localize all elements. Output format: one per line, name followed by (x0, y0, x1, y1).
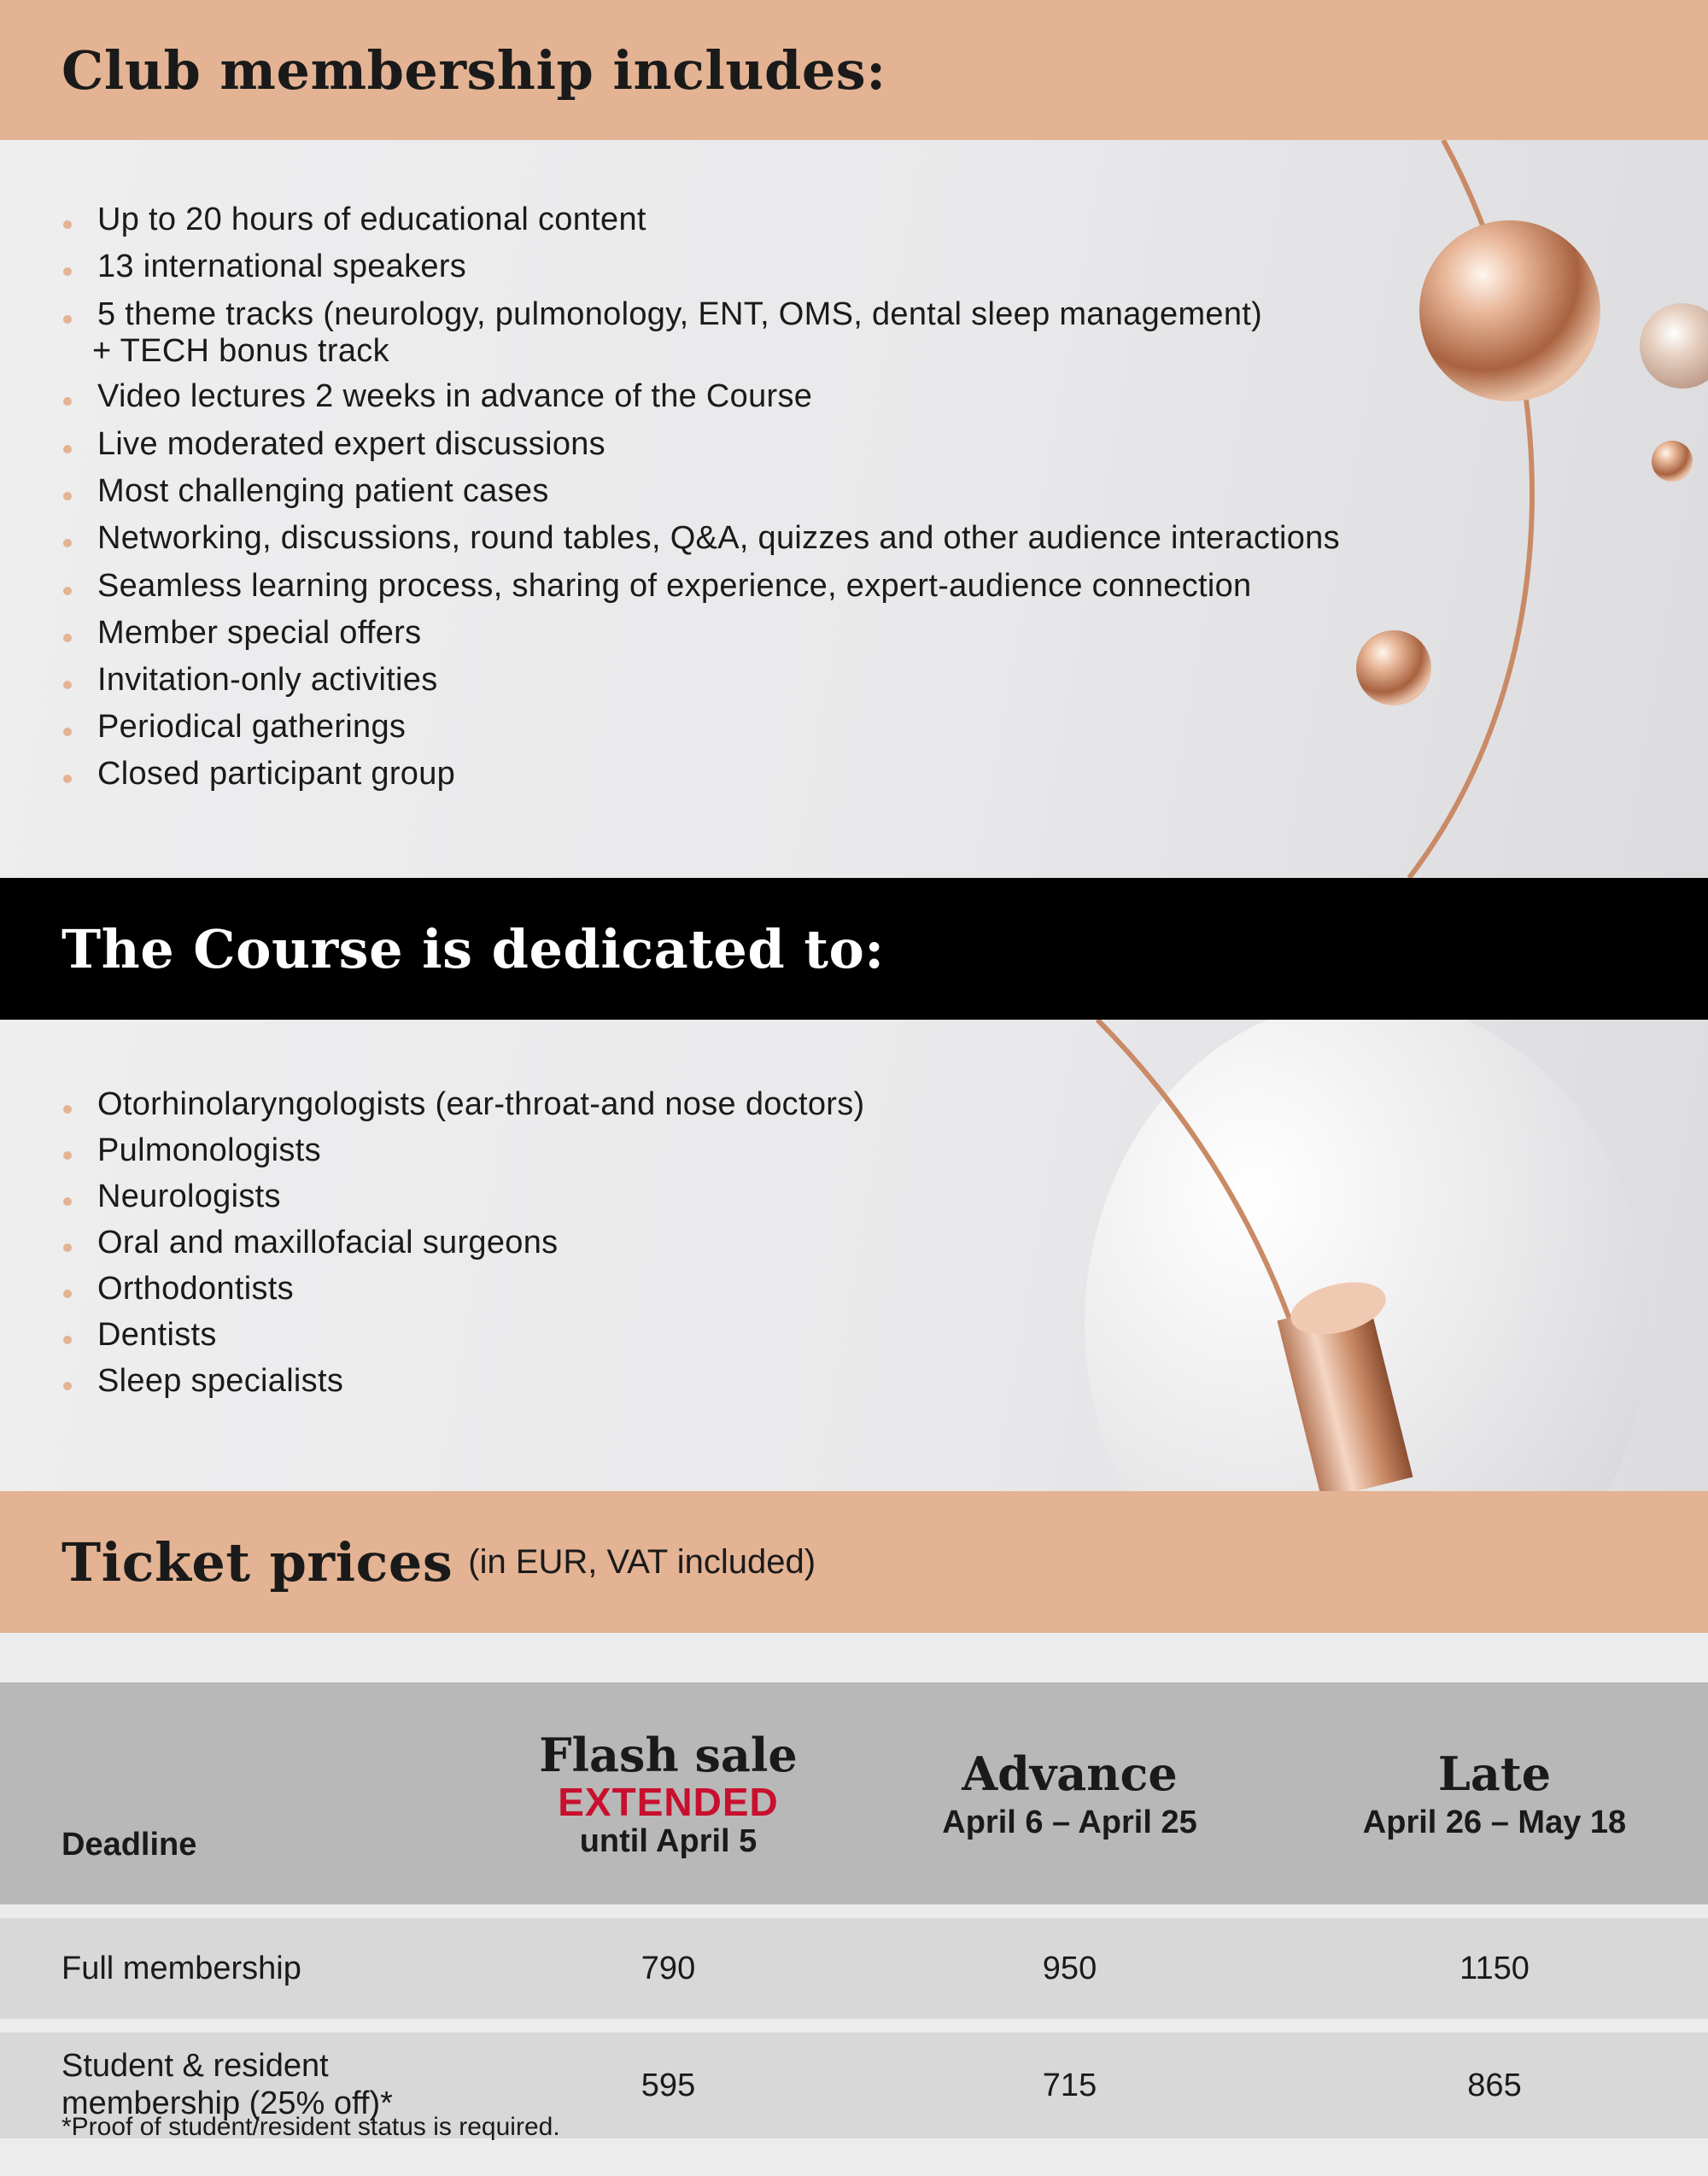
extended-badge: EXTENDED (558, 1779, 779, 1824)
tier-dates: April 26 – May 18 (1362, 1804, 1627, 1840)
tier-name: Flash sale (539, 1727, 798, 1782)
tier-name: Advance (962, 1746, 1178, 1801)
footnote: *Proof of student/resident status is required. (61, 2113, 560, 2141)
tier-name: Late (1437, 1746, 1552, 1801)
list-item: Dentists (61, 1317, 865, 1363)
course-title: The Course is dedicated to: (61, 917, 885, 980)
tier-dates: April 6 – April 25 (942, 1804, 1197, 1840)
rose-gold-cylinder (1278, 1298, 1413, 1491)
list-item: Otorhinolaryngologists (ear-throat-and nose doctors) (61, 1086, 865, 1132)
price-cell: 865 (1281, 2033, 1708, 2138)
list-item: Networking, discussions, round tables, Q&A, quizzes and other audience interactions (61, 520, 1340, 568)
club-panel (0, 140, 1708, 878)
list-item: 5 theme tracks (neurology, pulmonology, ENT, OMS, dental sleep management) + TECH bonus track (61, 296, 1340, 378)
tier-advance (858, 1682, 1281, 1904)
list-item: Sleep specialists (61, 1363, 865, 1409)
club-header (0, 0, 1708, 140)
price-cell: 1150 (1281, 1918, 1708, 2019)
club-list (61, 202, 1340, 803)
price-cell: 950 (858, 1918, 1281, 2019)
list-item: Member special offers (61, 615, 1340, 662)
table-row (0, 1918, 1708, 2019)
tickets-subtitle: (in EUR, VAT included) (468, 1542, 816, 1581)
tier-late (1281, 1682, 1708, 1904)
sphere-medium (1356, 630, 1431, 705)
tier-dates: until April 5 (579, 1822, 757, 1859)
table-header-row (0, 1682, 1708, 1904)
course-list (61, 1086, 865, 1409)
row-label: Full membership (0, 1918, 478, 2019)
sphere-large (1419, 220, 1600, 401)
list-item: Live moderated expert discussions (61, 426, 1340, 473)
list-item: Pulmonologists (61, 1132, 865, 1179)
course-header (0, 878, 1708, 1020)
list-item: 13 international speakers (61, 249, 1340, 296)
list-item: Seamless learning process, sharing of experience, expert-audience connection (61, 568, 1340, 615)
tier-flash (478, 1682, 858, 1904)
price-cell: 595 (478, 2033, 858, 2138)
row-label: Student & resident membership (25% off)* (0, 2033, 478, 2138)
list-item: Video lectures 2 weeks in advance of the Course (61, 378, 1340, 426)
tickets-header (0, 1491, 1708, 1633)
list-item: Up to 20 hours of educational content (61, 202, 1340, 249)
deadline-label: Deadline (0, 1682, 478, 1904)
list-item: Orthodontists (61, 1271, 865, 1317)
tickets-title: Ticket prices (61, 1530, 453, 1594)
course-panel (0, 1020, 1708, 1491)
sphere-small (1652, 441, 1693, 482)
white-disc (1085, 1020, 1648, 1491)
price-table (0, 1669, 1708, 2152)
list-item: Closed participant group (61, 756, 1340, 803)
list-item-continuation: + TECH bonus track (92, 333, 389, 369)
list-item: Neurologists (61, 1179, 865, 1225)
list-item: Most challenging patient cases (61, 473, 1340, 520)
list-item: Invitation-only activities (61, 662, 1340, 709)
list-item: Periodical gatherings (61, 709, 1340, 756)
sphere-pearl (1640, 303, 1708, 389)
list-item: Oral and maxillofacial surgeons (61, 1225, 865, 1271)
club-title: Club membership includes: (61, 38, 886, 102)
price-cell: 715 (858, 2033, 1281, 2138)
price-cell: 790 (478, 1918, 858, 2019)
